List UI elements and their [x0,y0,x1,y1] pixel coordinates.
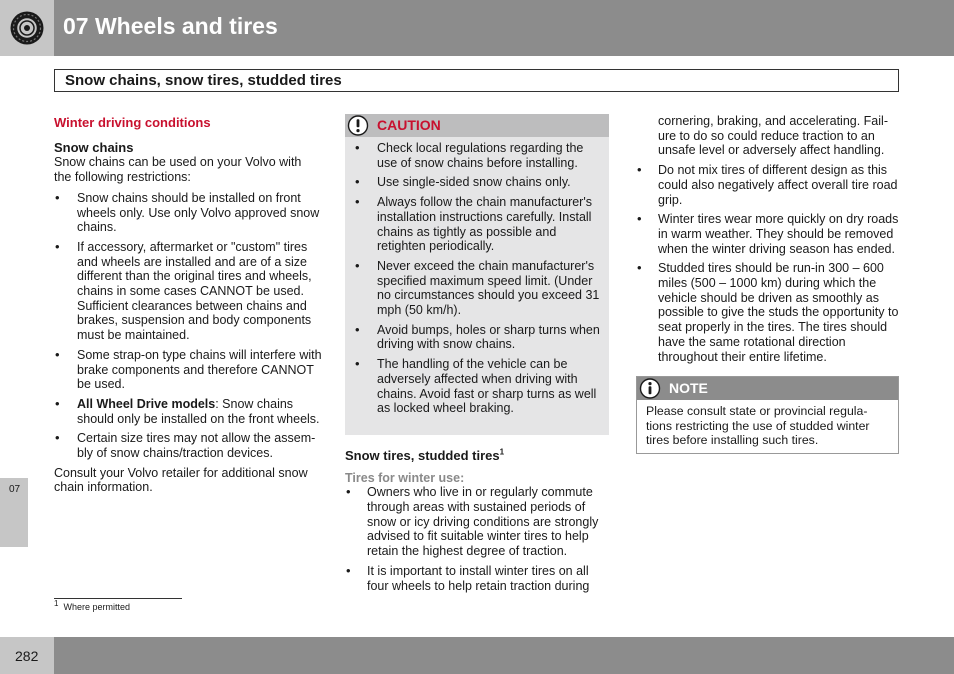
list-item: • Certain size tires may not allow the assem-bly of snow chains/traction devices. [54,431,322,460]
note-box [636,376,899,454]
footnote-text: Where permitted [63,602,130,612]
note-label: NOTE [669,380,708,397]
snow-tires-heading-text: Snow tires, studded tires [345,447,500,463]
footnote-number: 1 [54,599,59,608]
footnote-marker: 1 [499,447,505,457]
list-item: • Snow chains should be installed on front wheels only. Use only Volvo approved snow chains. [54,191,322,235]
caution-label: CAUTION [377,117,441,133]
list-item: • The handling of the vehicle can be adversely affected when driving with chains. Avoid fast or sharp turns as well as locked wheel braking. [354,357,601,416]
column-middle [345,114,609,593]
caution-list [345,137,609,416]
list-item: • Always follow the chain manufacturer's installation instructions carefully. Install chains as tightly as possible and retighten periodically. [354,195,601,254]
snow-tires-heading [345,449,609,464]
caution-box [345,114,609,435]
list-item: • Check local regulations regarding the use of snow chains before installing. [354,141,601,170]
winter-tires-list [345,485,609,593]
awd-label: All Wheel Drive models [77,396,216,411]
page-number: 282 [15,648,39,664]
list-item: • Never exceed the chain manufacturer's specified maximum speed limit. (Under no circumstances should you exceed 31 mph (50 km/h). [354,259,601,318]
exclamation-icon [347,115,369,136]
column-right [636,114,899,454]
list-item: • It is important to install winter tires on all four wheels to help retain traction during [345,564,609,593]
snow-chains-heading: Snow chains [54,139,134,155]
tire-icon [9,10,45,46]
list-item: • Owners who live in or regularly commute through areas with sustained periods of snow or icy driving conditions are strongly advised to fit suitable winter tires to help retain the highest degree of traction. [345,485,609,559]
chapter-side-tab [0,478,28,547]
chapter-icon-box [0,0,54,56]
list-item: • Winter tires wear more quickly on dry roads in warm weather. They should be removed when the winter driving season has ended. [636,212,899,256]
snow-chains-outro: Consult your Volvo retailer for additional snow chain information. [54,465,308,495]
winter-use-subheading: Tires for winter use: [345,470,465,485]
awd-text: : Snow chains should only be installed on the front wheels. [77,396,320,426]
column-left [54,116,322,495]
footer-bar [0,637,954,674]
side-tab-label: 07 [9,484,21,495]
footnote-divider [54,598,182,599]
chapter-title: 07 Wheels and tires [63,13,278,39]
continued-text: cornering, braking, and accelerating. Fail-ure to do so could reduce traction to an unsafe level or adversely affect handling. [658,114,888,158]
section-title: Snow chains, snow tires, studded tires [65,72,342,89]
section-title-box [54,69,899,92]
note-header [637,377,898,400]
snow-chains-list [54,191,322,461]
list-item: • Studded tires should be run-in 300 – 600 miles (500 – 1000 km) during which the vehicle should be driven as smoothly as possible to give the studs the opportunity to seat properly in the tires. The tires should have the same rotational direction throughout their entire lifetime. [636,261,899,364]
list-item: • Do not mix tires of different design as this could also negatively affect overall tire road grip. [636,163,899,207]
list-item: • Some strap-on type chains will interfere with brake components and therefore CANNOT be used. [54,348,322,392]
info-icon [639,378,661,399]
list-item: • If accessory, aftermarket or "custom" tires and wheels are installed and are of a size different than the original tires and wheels, chains in some cases CANNOT be used. Sufficient clearances between chains and brakes, suspension and body components must be maintained. [54,240,322,343]
list-item: • Use single-sided snow chains only. [354,175,601,190]
note-text: Please consult state or provincial regula-tions restricting the use of studded winter tires before installing such tires. [646,404,870,447]
list-item [54,397,322,426]
tire-advice-list [636,163,899,364]
list-item: • Avoid bumps, holes or sharp turns when driving with snow chains. [354,323,601,352]
footnote [54,599,130,612]
caution-header [345,114,609,137]
winter-driving-heading: Winter driving conditions [54,115,211,130]
snow-chains-intro: Snow chains can be used on your Volvo with the following restrictions: [54,155,302,185]
